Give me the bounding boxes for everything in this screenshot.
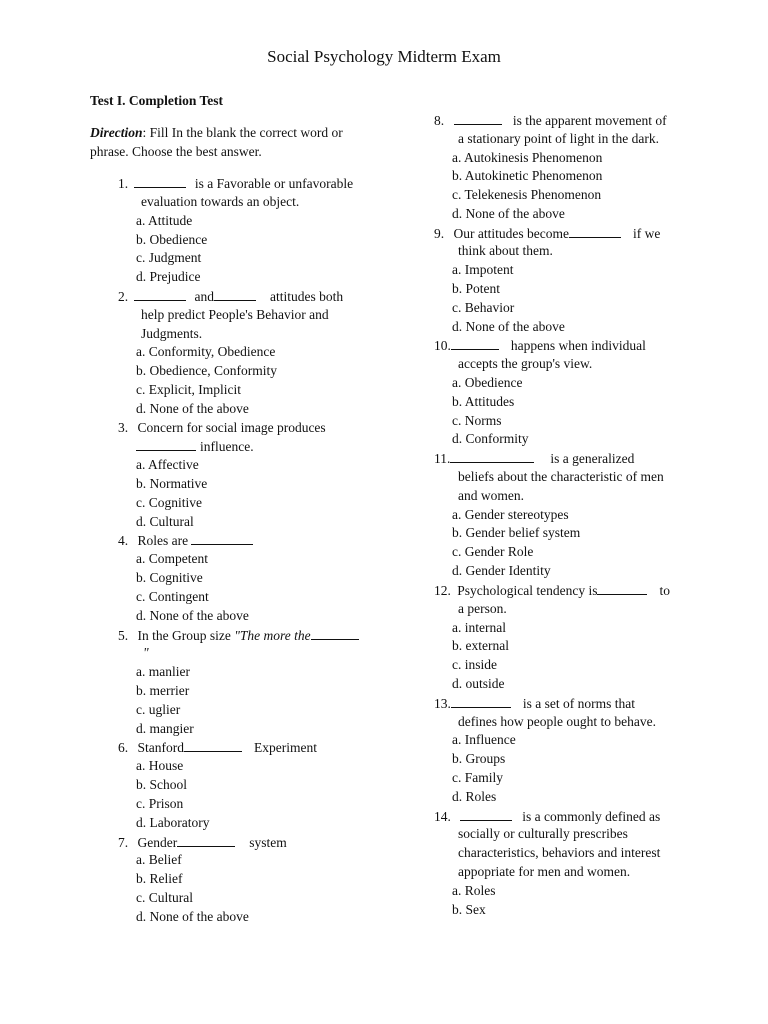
question-11-stem — [434, 450, 634, 467]
option: a. Influence — [452, 732, 516, 747]
question-text-b: if we — [632, 226, 661, 241]
option: b. Groups — [452, 751, 506, 766]
question-text-2: Experiment — [254, 740, 317, 755]
direction-label: Direction — [90, 125, 143, 140]
question-number: 9. — [434, 226, 445, 241]
option: a. Affective — [136, 457, 199, 472]
question-1-stem — [118, 175, 353, 192]
option: c. Prison — [136, 796, 184, 811]
option: b. Autokinetic Phenomenon — [452, 168, 603, 183]
question-text: attitudes both — [270, 289, 344, 304]
option: c. Family — [452, 770, 503, 785]
option: a. Autokinesis Phenomenon — [452, 150, 603, 165]
question-10-stem-2: accepts the group's view. — [458, 356, 593, 371]
option: c. Norms — [452, 413, 502, 428]
question-5-stem — [118, 627, 359, 644]
question-number: 2. — [118, 289, 129, 304]
option: b. Obedience — [136, 232, 208, 247]
question-number: 3. — [118, 420, 129, 435]
option: d. Prejudice — [136, 269, 201, 284]
question-2-stem-3: Judgments. — [141, 326, 203, 341]
question-text: happens when individual — [510, 338, 646, 353]
question-number: 1. — [118, 176, 129, 191]
option: a. manlier — [136, 664, 190, 679]
question-text: Roles are — [137, 533, 189, 548]
question-10-stem — [434, 337, 646, 354]
answer-blank — [569, 225, 621, 238]
option: b. Relief — [136, 871, 183, 886]
option: c. Cognitive — [136, 495, 202, 510]
question-text: In the Group size — [137, 628, 231, 643]
option: d. Conformity — [452, 431, 529, 446]
question-14-stem — [434, 808, 660, 825]
answer-blank — [451, 337, 499, 350]
test-heading: Test I. Completion Test — [90, 93, 224, 108]
question-text-2: system — [249, 835, 287, 850]
option: c. Contingent — [136, 589, 209, 604]
answer-blank — [134, 288, 186, 301]
question-4-stem — [118, 532, 253, 549]
question-number: 14. — [434, 809, 451, 824]
option: d. None of the above — [136, 608, 249, 623]
question-11-stem-2: beliefs about the characteristic of men — [458, 469, 664, 484]
question-8-stem-2: a stationary point of light in the dark. — [458, 131, 659, 146]
answer-blank — [460, 808, 512, 821]
conjunction: and — [194, 289, 214, 304]
question-text: Concern for social image produces — [137, 420, 326, 435]
question-number: 10. — [434, 338, 451, 353]
option: d. None of the above — [452, 206, 565, 221]
question-text: Gender — [137, 835, 178, 850]
question-14-stem-2: socially or culturally prescribes — [458, 826, 628, 841]
option: b. Gender belief system — [452, 525, 581, 540]
option: d. None of the above — [452, 319, 565, 334]
question-9-stem-2: think about them. — [458, 243, 553, 258]
option: d. Gender Identity — [452, 563, 551, 578]
option: b. Attitudes — [452, 394, 515, 409]
question-text: Stanford — [137, 740, 184, 755]
option: a. Belief — [136, 852, 182, 867]
question-3-stem — [118, 420, 326, 436]
question-number: 5. — [118, 628, 129, 643]
question-number: 12. — [434, 583, 451, 598]
option: c. Cultural — [136, 890, 193, 905]
question-3-stem-2 — [136, 438, 254, 455]
option: a. internal — [452, 620, 506, 635]
question-13-stem-2: defines how people ought to behave. — [458, 714, 656, 729]
question-text-b: to — [659, 583, 670, 598]
option: c. Judgment — [136, 250, 202, 265]
option: a. House — [136, 758, 184, 773]
answer-blank — [451, 695, 511, 708]
question-text: influence. — [200, 439, 254, 454]
question-12-stem-2: a person. — [458, 601, 507, 616]
question-2-stem-2: help predict People's Behavior and — [141, 307, 329, 322]
answer-blank — [454, 112, 502, 125]
direction-text-2: phrase. Choose the best answer. — [90, 144, 262, 159]
direction-line — [90, 125, 343, 141]
option: a. Gender stereotypes — [452, 507, 569, 522]
option: a. Impotent — [452, 262, 514, 277]
answer-blank — [184, 739, 242, 752]
option: d. Laboratory — [136, 815, 210, 830]
answer-blank — [450, 450, 534, 463]
option: c. Behavior — [452, 300, 515, 315]
option: a. Obedience — [452, 375, 523, 390]
question-number: 13. — [434, 696, 451, 711]
option: c. Explicit, Implicit — [136, 382, 241, 397]
option: c. Telekenesis Phenomenon — [452, 187, 602, 202]
question-text: Our attitudes become — [453, 226, 569, 241]
answer-blank — [191, 532, 253, 545]
option: b. School — [136, 777, 188, 792]
question-11-stem-3: and women. — [458, 488, 524, 503]
answer-blank — [597, 582, 647, 595]
option: d. mangier — [136, 721, 194, 736]
quote-text: "The more the — [234, 628, 311, 643]
option: d. Roles — [452, 789, 497, 804]
question-2-stem — [118, 288, 343, 305]
option: b. Normative — [136, 476, 208, 491]
option: b. Cognitive — [136, 570, 203, 585]
question-9-stem — [434, 225, 660, 242]
option: a. Competent — [136, 551, 208, 566]
question-12-stem — [434, 582, 670, 599]
answer-blank — [311, 627, 359, 640]
page-title: Social Psychology Midterm Exam — [267, 47, 501, 66]
quote-end: " — [143, 645, 149, 660]
answer-blank — [136, 438, 196, 451]
question-number: 4. — [118, 533, 129, 548]
option: b. Potent — [452, 281, 501, 296]
question-number: 7. — [118, 835, 129, 850]
question-text: is a set of norms that — [522, 696, 635, 711]
question-number: 11. — [434, 451, 451, 466]
question-14-stem-4: appopriate for men and women. — [458, 864, 631, 879]
option: c. Gender Role — [452, 544, 534, 559]
direction-text: : Fill In the blank the correct word or — [142, 125, 343, 140]
option: a. Attitude — [136, 213, 193, 228]
option: b. external — [452, 638, 509, 653]
option: a. Roles — [452, 883, 496, 898]
question-number: 6. — [118, 740, 129, 755]
question-6-stem — [118, 739, 317, 756]
question-7-stem — [118, 834, 287, 851]
option: c. inside — [452, 657, 497, 672]
option: d. None of the above — [136, 401, 249, 416]
option: a. Conformity, Obedience — [136, 344, 276, 359]
question-13-stem — [434, 695, 635, 712]
option: d. Cultural — [136, 514, 194, 529]
question-text: is the apparent movement of — [512, 113, 667, 128]
question-8-stem — [434, 112, 667, 129]
option: b. Sex — [452, 902, 486, 917]
answer-blank — [134, 175, 186, 188]
question-text: Psychological tendency is — [457, 583, 598, 598]
option: d. outside — [452, 676, 505, 691]
question-number: 8. — [434, 113, 445, 128]
option: c. uglier — [136, 702, 181, 717]
question-1-stem-2: evaluation towards an object. — [141, 194, 300, 209]
option: d. None of the above — [136, 909, 249, 924]
question-text: is a generalized — [550, 451, 635, 466]
option: b. merrier — [136, 683, 190, 698]
question-14-stem-3: characteristics, behaviors and interest — [458, 845, 661, 860]
answer-blank — [177, 834, 235, 847]
option: b. Obedience, Conformity — [136, 363, 277, 378]
question-text: is a Favorable or unfavorable — [194, 176, 354, 191]
answer-blank — [214, 288, 256, 301]
question-text: is a commonly defined as — [522, 809, 661, 824]
